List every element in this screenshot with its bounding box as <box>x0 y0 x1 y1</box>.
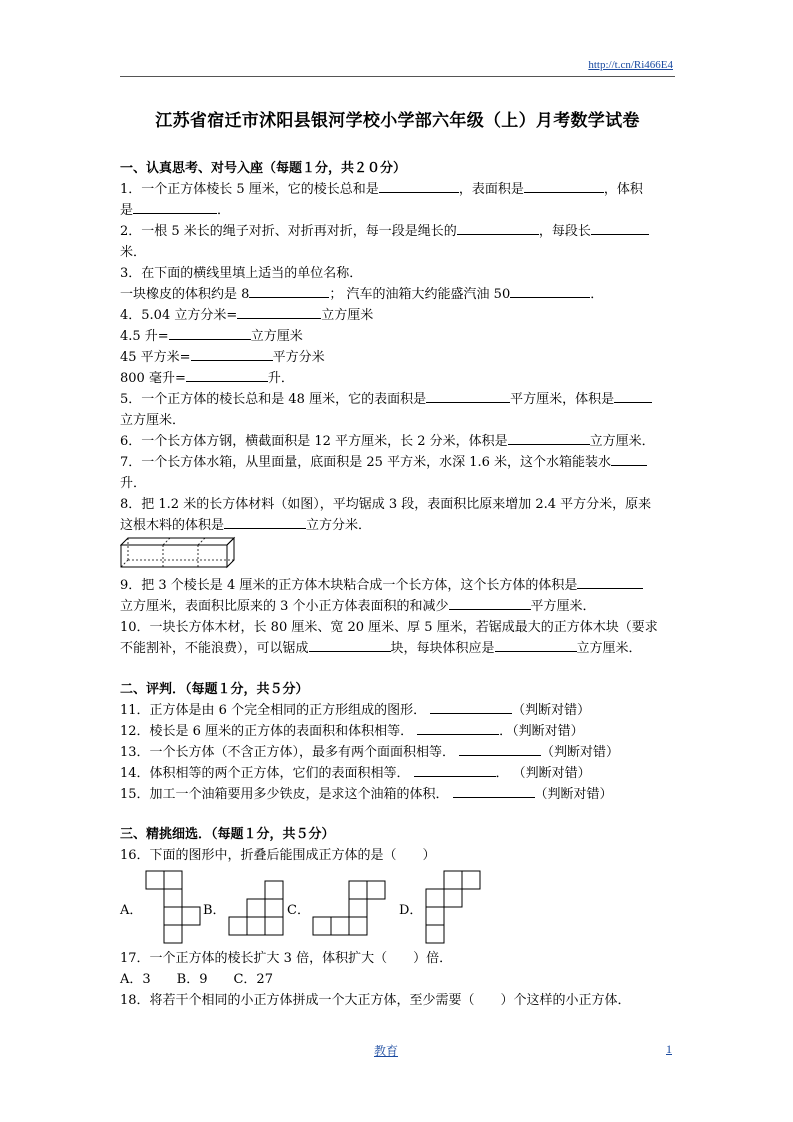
q3-blank-2 <box>510 284 590 298</box>
net-option-a <box>145 870 201 946</box>
q12-text: 12．棱长是 6 厘米的正方体的表面积和体积相等． <box>120 724 414 739</box>
q1-blank-3 <box>133 200 217 214</box>
footer-link[interactable]: 教育 <box>374 1044 399 1058</box>
q10-text-c: 块，每块体积应是 <box>390 641 495 656</box>
page-number: 1 <box>666 1042 672 1056</box>
q16-text: 16．下面的图形中，折叠后能围成正方体的是（ ） <box>120 848 436 863</box>
q3-blank-1 <box>249 284 329 298</box>
q7-blank-1 <box>611 452 647 466</box>
q10-text: 10．一块长方体木材，长 80 厘米、宽 20 厘米、厚 5 厘米，若锯成最大的正方体木块（要求 <box>120 620 658 635</box>
q1-text: 1．一个正方体棱长 5 厘米，它的棱长总和是 <box>120 182 379 197</box>
net-option-b <box>228 880 284 936</box>
question-7 <box>120 452 675 473</box>
cuboid-figure <box>120 536 240 570</box>
q5-text: 5．一个正方体的棱长总和是 48 厘米，它的表面积是 <box>120 392 427 407</box>
q1-blank-2 <box>524 179 604 193</box>
q10-text-d: 立方厘米． <box>576 641 642 656</box>
q13-blank <box>459 742 541 756</box>
question-16 <box>120 845 675 866</box>
q11-blank <box>430 700 512 714</box>
option-d-label: D． <box>399 903 423 918</box>
page-title: 江苏省宿迁市沭阳县银河学校小学部六年级（上）月考数学试卷 <box>155 111 640 131</box>
q8-text-c: 立方分米． <box>306 518 372 533</box>
q15-text-b: （判断对错） <box>534 787 613 802</box>
question-3-cont <box>120 284 675 305</box>
question-5-cont <box>120 410 675 431</box>
q6-text-b: 立方厘米． <box>589 434 655 449</box>
section-2 <box>120 679 675 805</box>
question-11 <box>120 700 675 721</box>
q10-text-b: 不能割补，不能浪费），可以锯成 <box>120 641 309 656</box>
q5-blank-1 <box>426 389 510 403</box>
q4-blank-1 <box>237 305 321 319</box>
q8-blank-1 <box>224 515 306 529</box>
q5-text-c: 立方厘米． <box>120 413 186 428</box>
q1-text-d: 是 <box>120 203 134 218</box>
q4-text-c: 4.5 升= <box>120 329 169 344</box>
q11-text-b: （判断对错） <box>512 703 591 718</box>
q2-blank-1 <box>457 221 539 235</box>
q18-text: 18．将若干个相同的小正方体拼成一个大正方体，至少需要（ ）个这样的小正方体． <box>120 993 631 1008</box>
question-2-cont <box>120 242 675 263</box>
q3-text-b: 一块橡皮的体积约是 8 <box>120 287 250 302</box>
question-12 <box>120 721 675 742</box>
section-3-cont <box>120 948 675 1011</box>
section-3 <box>120 824 675 866</box>
q2-text: 2．一根 5 米长的绳子对折、对折再对折，每一段是绳长的 <box>120 224 457 239</box>
question-4-line3 <box>120 347 675 368</box>
q5-text-b: 平方厘米，体积是 <box>510 392 615 407</box>
q17-text: 17．一个正方体的棱长扩大 3 倍，体积扩大（ ）倍． <box>120 951 453 966</box>
q7-text-b: 升． <box>120 476 147 491</box>
net-option-d <box>425 870 481 946</box>
question-8-cont <box>120 515 675 536</box>
header-divider <box>120 76 675 77</box>
q12-blank <box>417 721 499 735</box>
q17-options: A．3 B．9 C．27 <box>120 972 273 987</box>
question-2 <box>120 221 675 242</box>
q9-blank-1 <box>577 575 643 589</box>
q4-text-f: 平方分米 <box>272 350 325 365</box>
question-4-line2 <box>120 326 675 347</box>
q15-text: 15．加工一个油箱要用多少铁皮，是求这个油箱的体积． <box>120 787 449 802</box>
q2-text-b: ，每段长 <box>538 224 591 239</box>
q9-blank-2 <box>449 596 531 610</box>
q10-blank-1 <box>309 638 391 652</box>
q8-text-b: 这根木料的体积是 <box>120 518 225 533</box>
question-3 <box>120 263 675 284</box>
q14-blank <box>414 763 496 777</box>
q1-text-b: ，表面积是 <box>458 182 524 197</box>
q4-text-h: 升． <box>267 371 294 386</box>
q13-text: 13．一个长方体（不含正方体），最多有两个面面积相等． <box>120 745 456 760</box>
section-1 <box>120 158 675 536</box>
q3-text: 3．在下面的横线里填上适当的单位名称． <box>120 266 363 281</box>
q1-text-e: ． <box>217 203 231 218</box>
question-9 <box>120 575 675 596</box>
q4-text-e: 45 平方米= <box>120 350 191 365</box>
q12-text-b: ．（判断对错） <box>499 724 584 739</box>
option-c-label: C． <box>287 903 310 918</box>
question-17-options <box>120 969 675 990</box>
section-3-heading: 三、精挑细选．（每题１分，共５分） <box>120 827 335 842</box>
option-b-label: B． <box>203 903 226 918</box>
question-10-cont <box>120 638 675 659</box>
q1-text-c: ，体积 <box>603 182 643 197</box>
section-1-cont <box>120 575 675 659</box>
q6-blank-1 <box>508 431 590 445</box>
q9-text-c: 平方厘米． <box>530 599 596 614</box>
q3-text-c: ； 汽车的油箱大约能盛汽油 50 <box>329 287 511 302</box>
q4-text-b: 立方厘米 <box>321 308 374 323</box>
q11-text: 11．正方体是由 6 个完全相同的正方形组成的图形． <box>120 703 427 718</box>
q8-text: 8．把 1.2 米的长方体材料（如图），平均锯成 3 段，表面积比原来增加 2.4 平方分米，原来 <box>120 497 652 512</box>
q14-text: 14．体积相等的两个正方体，它们的表面积相等． <box>120 766 410 781</box>
net-option-c <box>312 880 388 936</box>
section-1-heading: 一、认真思考、对号入座（每题１分，共２０分） <box>120 161 407 176</box>
question-8 <box>120 494 675 515</box>
question-14 <box>120 763 675 784</box>
q2-blank-2 <box>591 221 649 235</box>
q7-text: 7．一个长方体水箱，从里面量，底面积是 25 平方米，水深 1.6 米，这个水箱能装水 <box>120 455 612 470</box>
q4-text-g: 800 毫升= <box>120 371 186 386</box>
section-2-heading: 二、评判．（每题１分，共５分） <box>120 682 309 697</box>
question-17 <box>120 948 675 969</box>
question-5 <box>120 389 675 410</box>
q4-text: 4．5.04 立方分米= <box>120 308 238 323</box>
q2-text-c: 米． <box>120 245 147 260</box>
q4-blank-2 <box>169 326 251 340</box>
q15-blank <box>453 784 535 798</box>
question-13 <box>120 742 675 763</box>
q4-text-d: 立方厘米 <box>250 329 303 344</box>
question-7-cont <box>120 473 675 494</box>
q10-blank-2 <box>495 638 577 652</box>
question-6 <box>120 431 675 452</box>
question-1 <box>120 179 675 200</box>
option-a-label: A． <box>120 903 143 918</box>
question-18 <box>120 990 675 1011</box>
q9-text: 9．把 3 个棱长是 4 厘米的正方体木块粘合成一个长方体，这个长方体的体积是 <box>120 578 578 593</box>
header-link[interactable]: http://t.cn/Ri466E4 <box>588 59 673 71</box>
q14-text-b: ． （判断对错） <box>495 766 591 781</box>
q13-text-b: （判断对错） <box>541 745 620 760</box>
q4-blank-3 <box>191 347 273 361</box>
question-4 <box>120 305 675 326</box>
q3-text-d: ． <box>590 287 604 302</box>
question-9-cont <box>120 596 675 617</box>
q4-blank-4 <box>186 368 268 382</box>
q1-blank-1 <box>379 179 459 193</box>
q9-text-b: 立方厘米，表面积比原来的 3 个小正方体表面积的和减少 <box>120 599 449 614</box>
question-1-cont <box>120 200 675 221</box>
question-4-line4 <box>120 368 675 389</box>
question-15 <box>120 784 675 805</box>
question-10 <box>120 617 675 638</box>
q6-text: 6．一个长方体方钢，横截面积是 12 平方厘米，长 2 分米，体积是 <box>120 434 508 449</box>
q5-blank-2 <box>614 389 652 403</box>
